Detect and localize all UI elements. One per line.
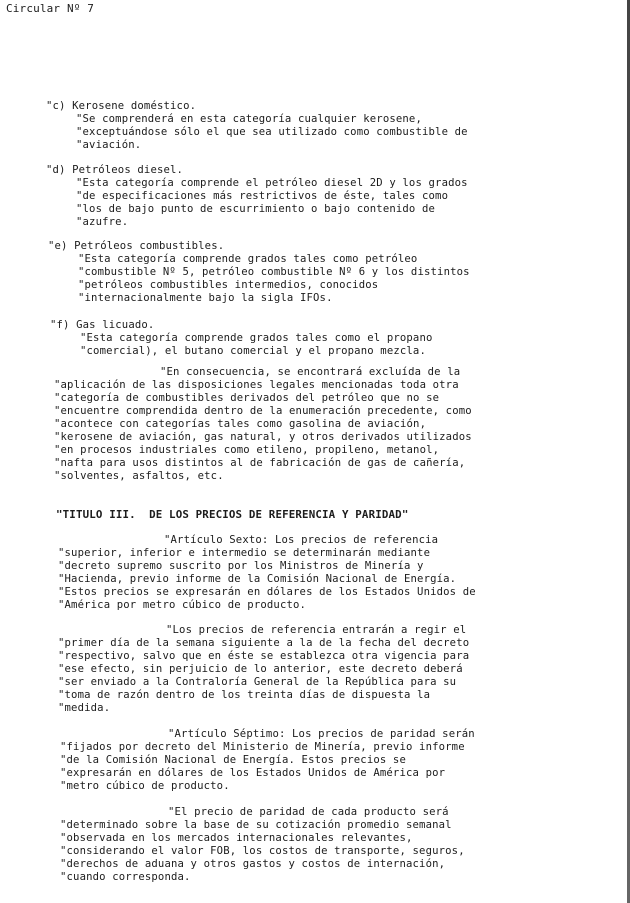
item-e-line: "internacionalmente bajo la sigla IFOs. [78, 292, 333, 304]
item-c-line: "Se comprenderá en esta categoría cualquier kerosene, [76, 113, 422, 125]
articulo-septimo-line: "Artículo Séptimo: Los precios de paridad serán [168, 728, 475, 740]
item-f-heading: "f) Gas licuado. [50, 319, 155, 331]
consecuencia-line: "aplicación de las disposiciones legales mencionadas toda otra [54, 379, 459, 391]
precios-ref-line: "medida. [58, 702, 111, 714]
consecuencia-line: "encuentre comprendida dentro de la enumeración precedente, como [54, 405, 472, 417]
consecuencia-line: "En consecuencia, se encontrará excluída de la [160, 366, 461, 378]
item-e-line: "combustible Nº 5, petróleo combustible Nº 6 y los distintos [78, 266, 470, 278]
paridad-line: "considerando el valor FOB, los costos de transporte, seguros, [60, 845, 465, 857]
item-c-heading: "c) Kerosene doméstico. [46, 100, 197, 112]
precios-ref-line: "primer día de la semana siguiente a la de la fecha del decreto [58, 637, 470, 649]
item-d-line: "azufre. [76, 216, 129, 228]
paridad-line: "determinado sobre la base de su cotización promedio semanal [60, 819, 452, 831]
precios-ref-line: "ese efecto, sin perjuicio de lo anterior, este decreto deberá [58, 663, 463, 675]
consecuencia-line: "acontece con categorías tales como gasolina de aviación, [54, 418, 427, 430]
item-f-line: "Esta categoría comprende grados tales como el propano [80, 332, 433, 344]
articulo-sexto-line: "Artículo Sexto: Los precios de referencia [164, 534, 439, 546]
paridad-line: "cuando corresponda. [60, 871, 191, 883]
item-e-line: "Esta categoría comprende grados tales como petróleo [78, 253, 418, 265]
item-d-line: "Esta categoría comprende el petróleo diesel 2D y los grados [76, 177, 468, 189]
item-e-heading: "e) Petróleos combustibles. [48, 240, 225, 252]
consecuencia-line: "en procesos industriales como etileno, propileno, metanol, [54, 444, 440, 456]
precios-ref-line: "toma de razón dentro de los treinta días de dispuesta la [58, 689, 431, 701]
item-f-line: "comercial), el butano comercial y el propano mezcla. [80, 345, 426, 357]
articulo-septimo-line: "de la Comisión Nacional de Energía. Estos precios se [60, 754, 406, 766]
item-d-line: "de especificaciones más restrictivos de éste, tales como [76, 190, 449, 202]
item-d-heading: "d) Petróleos diesel. [46, 164, 184, 176]
paridad-line: "derechos de aduana y otros gastos y costos de internación, [60, 858, 446, 870]
item-c-line: "exceptuándose sólo el que sea utilizado como combustible de [76, 126, 468, 138]
articulo-sexto-line: "superior, inferior e intermedio se determinarán mediante [58, 547, 431, 559]
consecuencia-line: "kerosene de aviación, gas natural, y otros derivados utilizados [54, 431, 472, 443]
consecuencia-line: "solventes, asfaltos, etc. [54, 470, 224, 482]
precios-ref-line: "Los precios de referencia entrarán a regir el [166, 624, 467, 636]
consecuencia-line: "categoría de combustibles derivados del petróleo que no se [54, 392, 440, 404]
precios-ref-line: "ser enviado a la Contraloría General de la República para su [58, 676, 457, 688]
paridad-line: "El precio de paridad de cada producto será [168, 806, 449, 818]
item-e-line: "petróleos combustibles intermedios, conocidos [78, 279, 379, 291]
section-title: "TITULO III. DE LOS PRECIOS DE REFERENCIA Y PARIDAD" [56, 508, 409, 521]
item-d-line: "los de bajo punto de escurrimiento o bajo contenido de [76, 203, 436, 215]
articulo-sexto-line: "Estos precios se expresarán en dólares de los Estados Unidos de [58, 586, 476, 598]
circular-number: Circular Nº 7 [6, 2, 95, 15]
articulo-sexto-line: "decreto supremo suscrito por los Ministros de Minería y [58, 560, 424, 572]
articulo-septimo-line: "metro cúbico de producto. [60, 780, 230, 792]
articulo-septimo-line: "fijados por decreto del Ministerio de Minería, previo informe [60, 741, 465, 753]
precios-ref-line: "respectivo, salvo que en éste se establezca otra vigencia para [58, 650, 470, 662]
consecuencia-line: "nafta para usos distintos al de fabricación de gas de cañería, [54, 457, 466, 469]
articulo-sexto-line: "América por metro cúbico de producto. [58, 599, 307, 611]
item-c-line: "aviación. [76, 139, 142, 151]
paridad-line: "observada en los mercados internacionales relevantes, [60, 832, 413, 844]
articulo-sexto-line: "Hacienda, previo informe de la Comisión Nacional de Energía. [58, 573, 457, 585]
articulo-septimo-line: "expresarán en dólares de los Estados Unidos de América por [60, 767, 446, 779]
